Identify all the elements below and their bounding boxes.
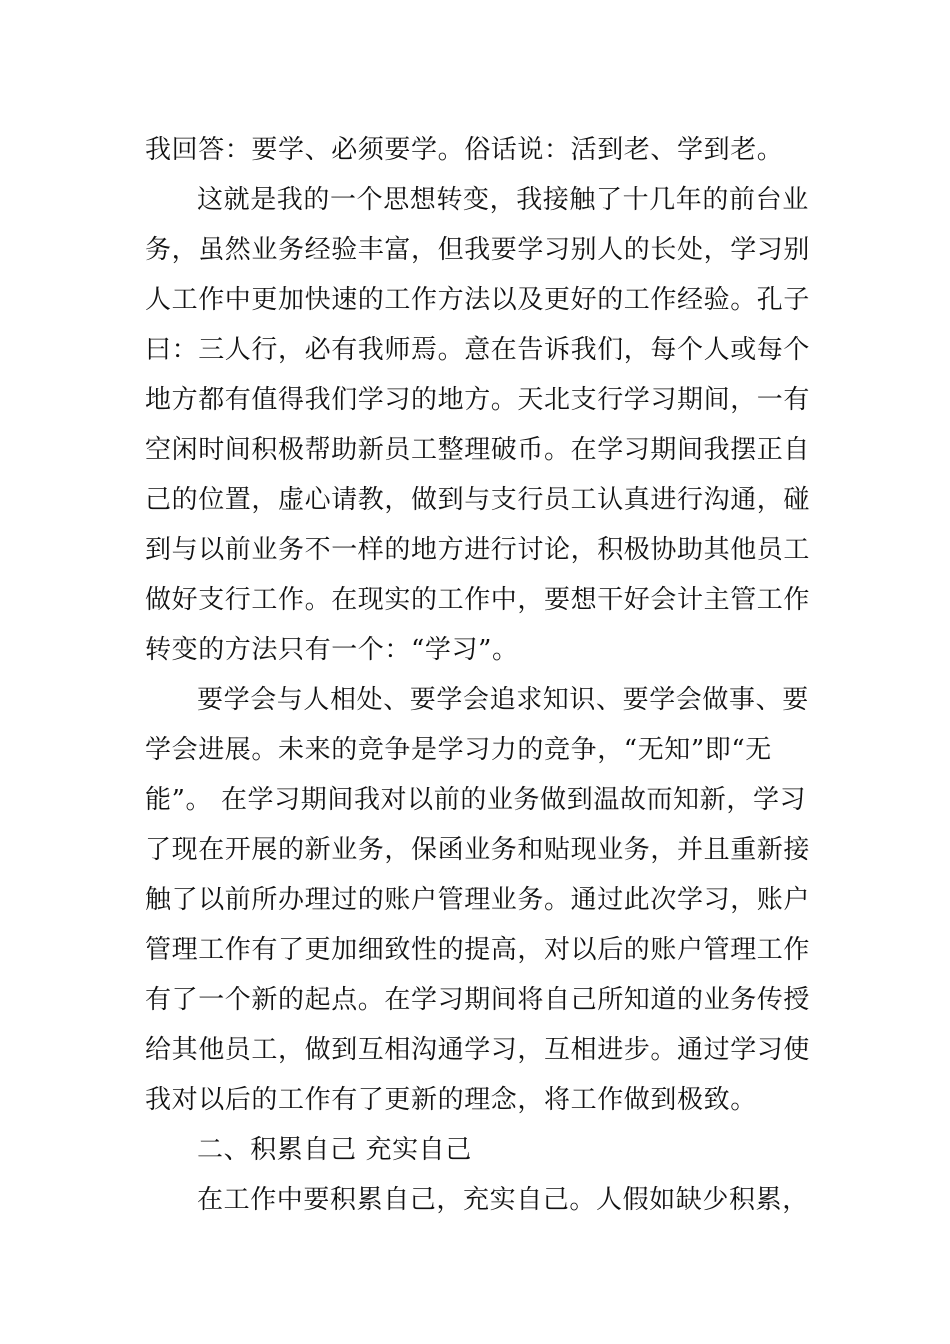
text-line: 到与以前业务不一样的地方进行讨论，积极协助其他员工 <box>145 535 811 565</box>
text-line: 这就是我的一个思想转变，我接触了十几年的前台业 <box>197 185 809 215</box>
text-line: 触了以前所办理过的账户管理业务。通过此次学习，账户 <box>145 885 811 915</box>
text-line: 务，虽然业务经验丰富，但我要学习别人的长处，学习别 <box>145 235 811 265</box>
text-line: 我回答：要学、必须要学。俗话说：活到老、学到老。 <box>145 135 784 165</box>
text-line: 给其他员工，做到互相沟通学习，互相进步。通过学习使 <box>145 1035 811 1065</box>
text-line: 有了一个新的起点。在学习期间将自己所知道的业务传授 <box>145 985 811 1015</box>
text-line: 曰：三人行，必有我师焉。意在告诉我们，每个人或每个 <box>145 335 811 365</box>
text-line: 空闲时间积极帮助新员工整理破币。在学习期间我摆正自 <box>145 435 811 465</box>
text-line: 管理工作有了更加细致性的提高，对以后的账户管理工作 <box>145 935 811 965</box>
text-line: 要学会与人相处、要学会追求知识、要学会做事、要 <box>197 685 809 715</box>
text-line: 能”。 在学习期间我对以前的业务做到温故而知新，学习 <box>145 785 807 815</box>
text-line: 在工作中要积累自己，充实自己。人假如缺少积累， <box>197 1185 809 1215</box>
text-line: 转变的方法只有一个：“学习”。 <box>145 635 519 665</box>
text-line: 人工作中更加快速的工作方法以及更好的工作经验。孔子 <box>145 285 811 315</box>
text-line: 了现在开展的新业务，保函业务和贴现业务，并且重新接 <box>145 835 811 865</box>
text-line: 己的位置，虚心请教，做到与支行员工认真进行沟通，碰 <box>145 485 811 515</box>
text-line: 做好支行工作。在现实的工作中，要想干好会计主管工作 <box>145 585 811 615</box>
text-line: 学会进展。未来的竞争是学习力的竞争，“无知”即“无 <box>145 735 772 765</box>
text-line: 地方都有值得我们学习的地方。天北支行学习期间，一有 <box>145 385 811 415</box>
text-line: 我对以后的工作有了更新的理念，将工作做到极致。 <box>145 1085 757 1115</box>
section-heading: 二、积累自己 充实自己 <box>197 1135 472 1165</box>
